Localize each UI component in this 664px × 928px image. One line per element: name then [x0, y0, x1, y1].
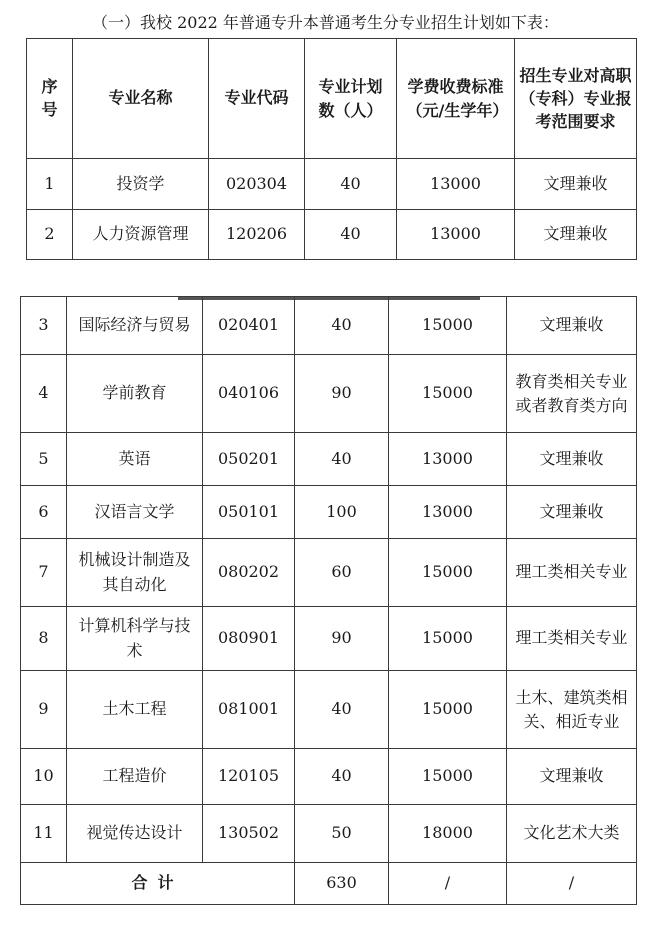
enrollment-table-part-1: [26, 38, 637, 260]
cell-fee: 15000: [389, 749, 507, 805]
cell-name: 视觉传达设计: [67, 805, 203, 863]
cell-requirement: 文理兼收: [515, 210, 637, 260]
cell-seq: 10: [21, 749, 67, 805]
table-row: [21, 671, 637, 749]
table-row: [21, 486, 637, 539]
cell-code: 120105: [203, 749, 295, 805]
cell-fee: 13000: [397, 159, 515, 210]
cell-seq: 1: [27, 159, 73, 210]
cell-requirement: 教育类相关专业或者教育类方向: [507, 355, 637, 433]
cell-name: 国际经济与贸易: [67, 297, 203, 355]
cell-code: 020304: [209, 159, 305, 210]
cell-fee: 15000: [389, 297, 507, 355]
header-requirement: 招生专业对高职（专科）专业报考范围要求: [515, 39, 637, 159]
table-row: [21, 805, 637, 863]
cell-name: 汉语言文学: [67, 486, 203, 539]
cell-name: 学前教育: [67, 355, 203, 433]
table-row: [21, 539, 637, 607]
cell-code: 081001: [203, 671, 295, 749]
cell-plan: 40: [305, 210, 397, 260]
table-row: [27, 210, 637, 260]
cell-code: 080202: [203, 539, 295, 607]
cell-requirement: 理工类相关专业: [507, 607, 637, 671]
cell-requirement: 文理兼收: [515, 159, 637, 210]
table-caption: （一）我校 2022 年普通专升本普通考生分专业招生计划如下表：: [92, 13, 559, 32]
cell-fee: 18000: [389, 805, 507, 863]
cell-requirement: 文理兼收: [507, 749, 637, 805]
total-fee: /: [389, 863, 507, 905]
cell-seq: 2: [27, 210, 73, 260]
table-row: [21, 749, 637, 805]
cell-code: 130502: [203, 805, 295, 863]
table-row: [21, 355, 637, 433]
table-row: [21, 607, 637, 671]
cell-plan: 90: [295, 607, 389, 671]
cell-fee: 13000: [397, 210, 515, 260]
total-row: [21, 863, 637, 905]
header-fee: 学费收费标准（元/生学年）: [397, 39, 515, 159]
cell-fee: 15000: [389, 355, 507, 433]
cell-name: 工程造价: [67, 749, 203, 805]
cell-plan: 40: [305, 159, 397, 210]
cell-plan: 50: [295, 805, 389, 863]
cell-requirement: 文理兼收: [507, 486, 637, 539]
cell-requirement: 文理兼收: [507, 297, 637, 355]
cell-plan: 60: [295, 539, 389, 607]
cell-requirement: 文理兼收: [507, 433, 637, 486]
header-row: [27, 39, 637, 159]
cell-plan: 90: [295, 355, 389, 433]
cell-seq: 9: [21, 671, 67, 749]
cell-code: 080901: [203, 607, 295, 671]
cell-fee: 15000: [389, 607, 507, 671]
cell-fee: 13000: [389, 433, 507, 486]
enrollment-table-part-2: [20, 296, 637, 905]
cell-fee: 15000: [389, 671, 507, 749]
cell-name: 人力资源管理: [73, 210, 209, 260]
header-seq: 序号: [27, 39, 73, 159]
cell-name: 英语: [67, 433, 203, 486]
cell-code: 050101: [203, 486, 295, 539]
cell-plan: 40: [295, 433, 389, 486]
table-row: [27, 159, 637, 210]
cell-name: 投资学: [73, 159, 209, 210]
header-name: 专业名称: [73, 39, 209, 159]
cell-requirement: 理工类相关专业: [507, 539, 637, 607]
cell-seq: 8: [21, 607, 67, 671]
table-row: [21, 297, 637, 355]
header-plan: 专业计划数（人）: [305, 39, 397, 159]
total-requirement: /: [507, 863, 637, 905]
cell-seq: 11: [21, 805, 67, 863]
cell-fee: 13000: [389, 486, 507, 539]
total-plan: 630: [295, 863, 389, 905]
cell-code: 040106: [203, 355, 295, 433]
cell-code: 020401: [203, 297, 295, 355]
cell-plan: 40: [295, 297, 389, 355]
cell-fee: 15000: [389, 539, 507, 607]
cell-code: 050201: [203, 433, 295, 486]
header-code: 专业代码: [209, 39, 305, 159]
cell-seq: 7: [21, 539, 67, 607]
cell-requirement: 文化艺术大类: [507, 805, 637, 863]
cell-plan: 40: [295, 671, 389, 749]
cell-plan: 40: [295, 749, 389, 805]
cell-seq: 5: [21, 433, 67, 486]
cell-name: 计算机科学与技术: [67, 607, 203, 671]
table-row: [21, 433, 637, 486]
cell-name: 机械设计制造及其自动化: [67, 539, 203, 607]
cell-seq: 4: [21, 355, 67, 433]
total-label: 合计: [21, 863, 295, 905]
cell-requirement: 土木、建筑类相关、相近专业: [507, 671, 637, 749]
cell-code: 120206: [209, 210, 305, 260]
cell-seq: 6: [21, 486, 67, 539]
cell-plan: 100: [295, 486, 389, 539]
cell-seq: 3: [21, 297, 67, 355]
cell-name: 土木工程: [67, 671, 203, 749]
